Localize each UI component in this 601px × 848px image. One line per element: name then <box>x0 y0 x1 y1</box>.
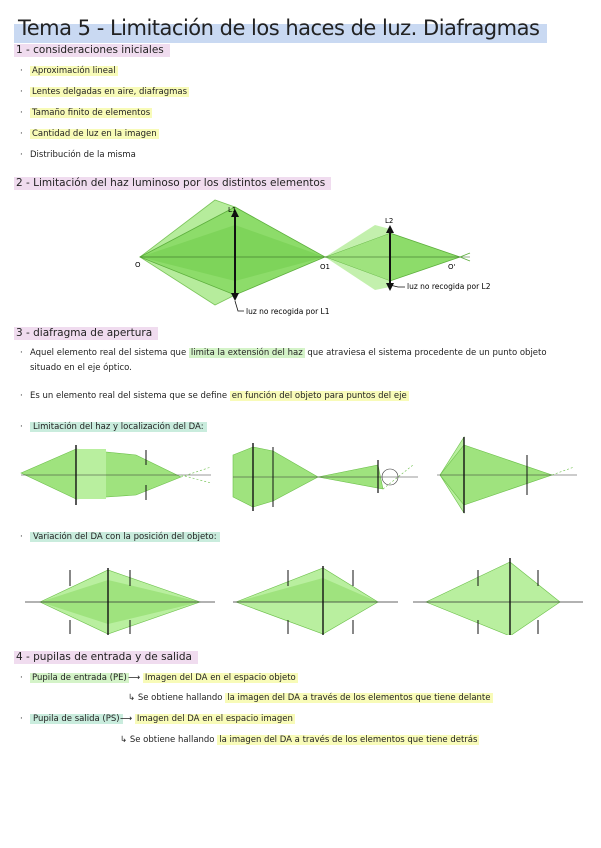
l1-label: L1 <box>228 206 237 214</box>
pe-label: · Pupila de entrada (PE) <box>20 673 127 683</box>
page-title: Tema 5 - Limitación de los haces de luz. Diafragmas <box>14 14 547 43</box>
diagram-variation-1 <box>20 550 220 635</box>
subheading-variation: · Variación del DA con la posición del objeto: <box>20 532 220 542</box>
object-label: O <box>135 261 141 269</box>
pe-line2: ↳ Se obtiene hallando la imagen del DA a través de los elementos que tiene delante <box>128 693 491 703</box>
pe-line1: ⟶ Imagen del DA en el espacio objeto <box>128 673 296 683</box>
paragraph-element: · Es un elemento real del sistema que se define en función del objeto para puntos del eje <box>20 391 407 401</box>
ps-line2: ↳ Se obtiene hallando la imagen del DA a través de los elementos que tiene detrás <box>120 735 478 745</box>
intermediate-label: O1 <box>320 263 330 271</box>
subheading-limitation: · Limitación del haz y localización del DA: <box>20 422 207 432</box>
section-3-heading: 3 - diafragma de apertura <box>14 327 158 340</box>
section-1-heading: 1 - consideraciones iniciales <box>14 44 170 57</box>
section-4-heading: 4 - pupilas de entrada y de salida <box>14 651 198 664</box>
diagram-limitation-1 <box>16 435 216 520</box>
diagram-limitation-2 <box>228 435 423 520</box>
diagram-variation-2 <box>228 550 403 635</box>
list-item: · Distribución de la misma <box>20 150 136 160</box>
note-l1: luz no recogida por L1 <box>246 307 330 316</box>
paragraph-definition: · Aquel elemento real del sistema que limita la extensión del haz que atraviesa el sistema procedente de un punto objeto situado en el eje óptico. <box>20 348 547 373</box>
l2-label: L2 <box>385 217 394 225</box>
section-2-heading: 2 - Limitación del haz luminoso por los distintos elementos <box>14 177 331 190</box>
list-item: · Aproximación lineal <box>20 66 116 76</box>
ps-line1: ⟶ Imagen del DA en el espacio imagen <box>120 714 293 724</box>
image-label: O' <box>448 263 456 271</box>
diagram-limitation-3 <box>432 435 582 520</box>
diagram-two-lenses <box>120 195 490 325</box>
ps-label: · Pupila de salida (PS) <box>20 714 123 724</box>
list-item: · Tamaño finito de elementos <box>20 108 151 118</box>
list-item: · Cantidad de luz en la imagen <box>20 129 157 139</box>
diagram-variation-3 <box>408 550 588 635</box>
note-l2: luz no recogida por L2 <box>407 282 490 291</box>
list-item: · Lentes delgadas en aire, diafragmas <box>20 87 188 97</box>
